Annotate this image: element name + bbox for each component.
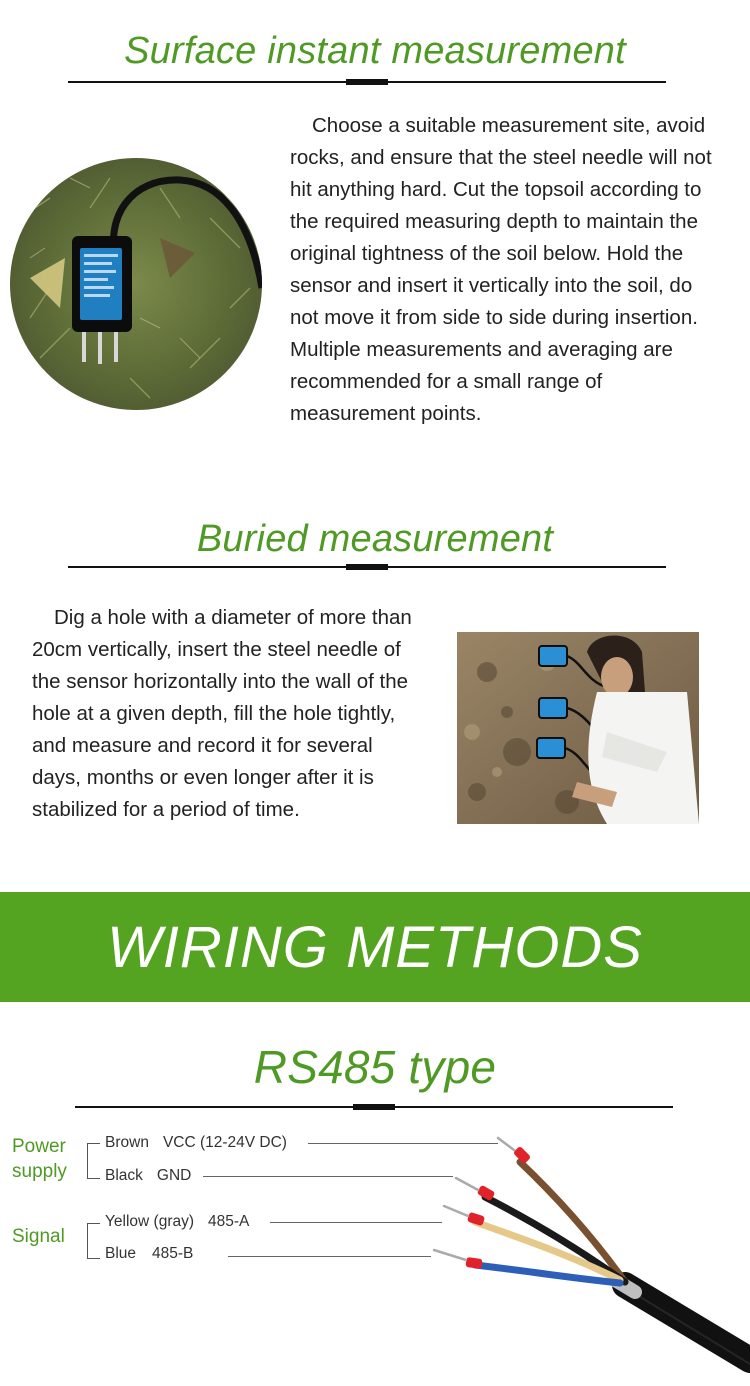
surface-title: Surface instant measurement bbox=[124, 30, 626, 72]
rs485-divider-mark bbox=[353, 1104, 395, 1110]
leader-line-blue bbox=[228, 1256, 431, 1257]
terminal-blue bbox=[465, 1257, 482, 1269]
power-bracket bbox=[87, 1143, 100, 1179]
surface-divider-mark bbox=[346, 79, 388, 85]
terminal-brown bbox=[513, 1146, 531, 1164]
buried-instructions: Dig a hole with a diameter of more than 20cm vertically, insert the steel needle of the sensor horizontally into the wall of the hole at a given depth, fill the hole tightly, and measure and record it for several days, months or even longer after it is stabilized for a period of time. bbox=[32, 606, 412, 821]
wire-label-brown: Brown VCC (12-24V DC) bbox=[105, 1134, 287, 1151]
buried-sensor-photo bbox=[457, 632, 699, 824]
terminal-yellow bbox=[467, 1212, 485, 1226]
power-supply-label: Power supply bbox=[12, 1136, 67, 1182]
cable-illustration bbox=[420, 1120, 750, 1380]
signal-bracket bbox=[87, 1223, 100, 1259]
surface-instructions: Choose a suitable measurement site, avoid rocks, and ensure that the steel needle will not hit anything hard. Cut the topsoil according to the required measuring depth to maintain the original tightness of the soil below. Hold the sensor and insert it vertically into the soil, do not move it from side to side during insertion. Multiple measurements and averaging are recommended for a small range of measurement points. bbox=[290, 114, 712, 425]
buried-divider-mark bbox=[346, 564, 388, 570]
leader-line-yellow bbox=[270, 1222, 442, 1223]
wire-label-black: Black GND bbox=[105, 1167, 192, 1184]
rs485-title: RS485 type bbox=[253, 1041, 497, 1093]
wire-label-yellow: Yellow (gray) 485-A bbox=[105, 1213, 250, 1230]
surface-sensor-photo bbox=[10, 158, 262, 410]
leader-line-black bbox=[203, 1176, 453, 1177]
wire-label-blue: Blue 485-B bbox=[105, 1245, 194, 1262]
wiring-banner-title: WIRING METHODS bbox=[107, 915, 643, 980]
buried-title: Buried measurement bbox=[196, 518, 554, 560]
signal-label: Signal bbox=[12, 1226, 65, 1247]
